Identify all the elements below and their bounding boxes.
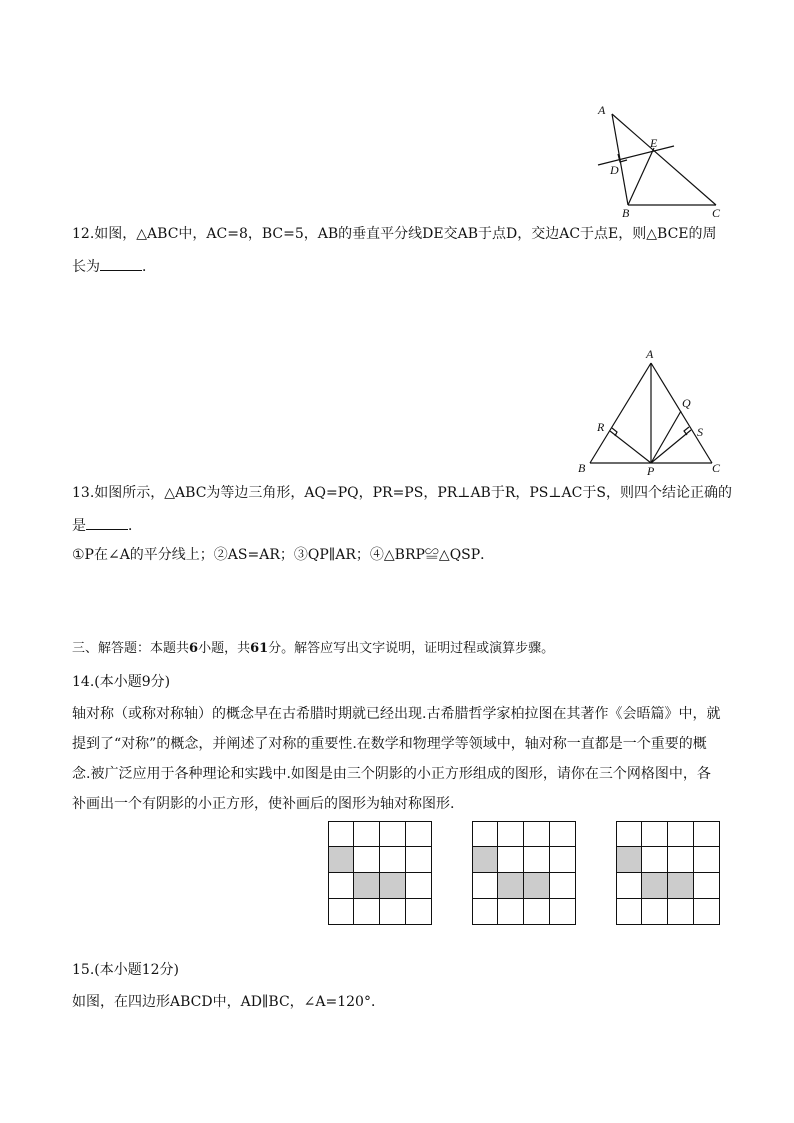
grid-3[interactable] [616, 821, 720, 925]
q13-prompt: 是 [72, 518, 86, 534]
label-D: D [610, 163, 619, 177]
grid-frame [472, 821, 576, 925]
q13-period: ． [128, 518, 142, 534]
q12-text-2 [72, 256, 156, 277]
q13-text-2 [72, 515, 142, 536]
grid-2[interactable] [472, 821, 576, 925]
label-A: A [598, 103, 606, 117]
label-B: B [622, 206, 630, 220]
label-A: A [646, 347, 654, 361]
section-heading: 三、解答题：本题共6小题，共61分。解答应写出文字说明，证明过程或演算步骤。 [72, 641, 555, 656]
grid-frame [616, 821, 720, 925]
q14-heading: 14.(本小题9分) [72, 674, 171, 690]
q13-text: 13.如图所示，△ABC为等边三角形，AQ=PQ，PR=PS，PR⊥AB于R，PS⊥AC于S，则四个结论正确的 [72, 485, 732, 501]
q13-options: ①P在∠A的平分线上；②AS=AR；③QP∥AR；④△BRP≌△QSP． [72, 547, 495, 563]
label-R: R [597, 420, 605, 434]
answer-blank[interactable] [86, 515, 128, 530]
label-E: E [650, 136, 658, 150]
label-B: B [578, 461, 586, 475]
q14-line-2: 提到了“对称”的概念，并阐述了对称的重要性.在数学和物理学等领域中，轴对称一直都是一个重要的概 [72, 736, 707, 752]
label-P: P [647, 464, 655, 478]
q15-text: 如图，在四边形ABCD中，AD∥BC，∠A=120°． [72, 994, 385, 1010]
q12-prompt: 长为 [72, 259, 100, 275]
q12-text: 12.如图，△ABC中，AC=8，BC=5，AB的垂直平分线DE交AB于点D，交边AC于点E，则△BCE的周 [72, 226, 717, 242]
label-C: C [712, 206, 721, 220]
label-S: S [697, 425, 703, 439]
q12-figure [590, 100, 730, 225]
answer-blank[interactable] [100, 256, 142, 271]
q14-line-4: 补画出一个有阴影的小正方形，使补画后的图形为轴对称图形. [72, 796, 455, 812]
q14-line-1: 轴对称（或称对称轴）的概念早在古希腊时期就已经出现.古希腊哲学家柏拉图在其著作《会晤篇》中，就 [72, 706, 721, 722]
label-Q: Q [682, 396, 691, 410]
q12-period: ． [142, 259, 156, 275]
q14-line-3: 念.被广泛应用于各种理论和实践中.如图是由三个阴影的小正方形组成的图形，请你在三个网格图中，各 [72, 766, 711, 782]
grid-1[interactable] [328, 821, 432, 925]
q13-figure [572, 345, 732, 480]
q15-heading: 15.(本小题12分) [72, 962, 180, 978]
grid-frame [328, 821, 432, 925]
label-C: C [712, 461, 721, 475]
